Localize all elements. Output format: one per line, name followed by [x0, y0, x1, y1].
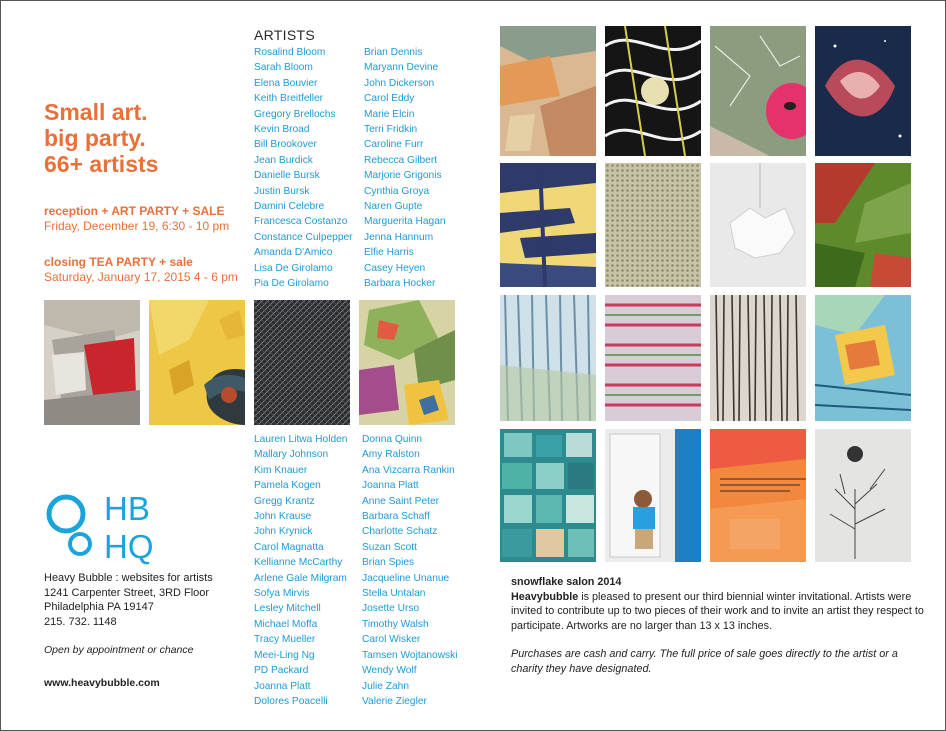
- artist-name: Gregory Brellochs: [254, 108, 336, 120]
- appointment-note: Open by appointment or chance: [44, 644, 194, 656]
- artists-heading: ARTISTS: [254, 27, 315, 43]
- artist-name: Gregg Krantz: [254, 495, 315, 507]
- artist-name: Lauren Litwa Holden: [254, 434, 348, 445]
- event-when: Saturday, January 17, 2015 4 - 6 pm: [44, 270, 238, 284]
- artist-name: Kellianne McCarthy: [254, 557, 343, 569]
- artwork-tile-5: [500, 163, 596, 287]
- artist-name: Caroline Furr: [364, 139, 424, 151]
- artist-name: Rosalind Bloom: [254, 47, 326, 58]
- artist-name: Carol Wisker: [362, 634, 421, 646]
- artist-name: Brian Dennis: [364, 47, 423, 58]
- artist-name: Valerie Ziegler: [362, 695, 427, 707]
- artist-name: Elena Bouvier: [254, 77, 318, 89]
- artwork-tile-12: [815, 295, 911, 421]
- contact-line-1: Heavy Bubble : websites for artists: [44, 572, 213, 584]
- artist-name: Jacqueline Unanue: [362, 572, 450, 584]
- artist-name: Damini Celebre: [254, 201, 325, 213]
- headline: [44, 99, 158, 177]
- artist-name: Casey Heyen: [364, 262, 426, 274]
- artist-name: Meei-Ling Ng: [254, 649, 315, 661]
- artist-name: Suzan Scott: [362, 541, 417, 553]
- artist-name: Maryann Devine: [364, 62, 439, 74]
- artist-name: Amy Ralston: [362, 449, 420, 461]
- artist-name: Kevin Broad: [254, 124, 310, 136]
- artist-name: Anne Saint Peter: [362, 495, 440, 507]
- artist-name: Charlotte Schatz: [362, 526, 438, 538]
- artist-name: Barbara Schaff: [362, 511, 430, 523]
- contact-line-2: 1241 Carpenter Street, 3RD Floor: [44, 586, 210, 599]
- artist-name: Kim Knauer: [254, 464, 308, 476]
- event-title: reception + ART PARTY + SALE: [44, 204, 225, 218]
- artist-name: Jenna Hannum: [364, 231, 434, 243]
- artist-name: John Krause: [254, 511, 312, 523]
- artists-column-1: [254, 45, 362, 292]
- artist-name: Keith Breitfeller: [254, 93, 324, 105]
- artist-name: Ana Vizcarra Rankin: [362, 464, 455, 476]
- event-closing: [44, 255, 238, 285]
- artwork-tile-13: [500, 429, 596, 562]
- artist-name: Carol Eddy: [364, 93, 415, 105]
- salon-title: snowflake salon 2014: [511, 576, 622, 588]
- artist-name: Marguerita Hagan: [364, 216, 446, 228]
- artist-name: Bill Brookover: [254, 139, 317, 151]
- artist-name: Danielle Bursk: [254, 170, 320, 182]
- artist-name: Donna Quinn: [362, 434, 423, 445]
- event-when: Friday, December 19, 6:30 - 10 pm: [44, 219, 230, 233]
- salon-note: Purchases are cash and carry. The full price of sale goes directly to the artist or a charity they have designated.: [511, 648, 898, 675]
- artist-name: Barbara Hocker: [364, 278, 436, 290]
- event-reception: [44, 204, 229, 234]
- artists-column-4: [362, 432, 470, 709]
- logo-text-hq: HQ: [104, 528, 154, 565]
- event-title: closing TEA PARTY + sale: [44, 255, 193, 269]
- artist-name: Arlene Gale Milgram: [254, 572, 347, 584]
- artwork-tile-3: [710, 26, 806, 156]
- artwork-tile-4: [815, 26, 911, 156]
- artist-name: Naren Gupte: [364, 201, 423, 213]
- artist-name: Terri Fridkin: [364, 124, 418, 136]
- logo-bubble-small: [70, 534, 90, 554]
- artist-name: Pia De Girolamo: [254, 278, 329, 290]
- artist-name: Stella Untalan: [362, 588, 426, 600]
- artwork-tile-2: [605, 26, 701, 156]
- salon-body-text: is pleased to present our third biennial winter invitational. Artists were invited to contribute up to two pieces of their work and to invite an artist they respect to participate. Artworks are no larger than 13 x 13 inches.: [511, 590, 924, 632]
- headline-line-3: 66+ artists: [44, 151, 159, 177]
- headline-line-1: Small art.: [44, 99, 148, 125]
- artist-name: Sofya Mirvis: [254, 588, 310, 600]
- artists-column-3: [254, 432, 362, 709]
- artist-name: Brian Spies: [362, 557, 415, 569]
- artist-name: Pamela Kogen: [254, 480, 321, 492]
- logo-text-hb: HB: [104, 490, 150, 527]
- artist-name: Constance Culpepper: [254, 231, 353, 243]
- artwork-tile-6: [605, 163, 701, 287]
- artist-name: Sarah Bloom: [254, 62, 313, 74]
- artist-name: Rebecca Gilbert: [364, 154, 438, 166]
- artist-name: Francesca Costanzo: [254, 216, 348, 228]
- salon-description: [511, 575, 931, 677]
- artist-name: Josette Urso: [362, 603, 420, 615]
- artist-name: Jean Burdick: [254, 154, 313, 166]
- artist-name: Elfie Harris: [364, 247, 414, 259]
- artist-name: Michael Moffa: [254, 618, 318, 630]
- contact-line-4: 215. 732. 1148: [44, 615, 117, 628]
- artist-name: Joanna Platt: [254, 680, 311, 692]
- artist-name: Mallary Johnson: [254, 449, 329, 461]
- hbhq-logo: [44, 484, 194, 568]
- artist-name: Joanna Platt: [362, 480, 419, 492]
- artwork-tile-9: [500, 295, 596, 421]
- logo-bubble-large: [49, 497, 83, 531]
- artist-name: Carol Magnatta: [254, 541, 324, 553]
- artist-name: Marie Elcin: [364, 108, 415, 120]
- artist-name: Cynthia Groya: [364, 185, 430, 197]
- artist-name: Marjorie Grigonis: [364, 170, 442, 182]
- artist-name: John Krynick: [254, 526, 313, 538]
- artist-name: Timothy Walsh: [362, 618, 429, 630]
- artist-name: PD Packard: [254, 665, 309, 677]
- headline-line-2: big party.: [44, 125, 146, 151]
- artwork-red-collage: [44, 300, 140, 425]
- salon-body: [511, 590, 931, 634]
- website-link[interactable]: www.heavybubble.com: [44, 677, 160, 689]
- artwork-tile-15: [710, 429, 806, 562]
- contact-line-3: Philadelphia PA 19147: [44, 601, 154, 614]
- artwork-tile-14: [605, 429, 701, 562]
- contact-block: [44, 571, 213, 629]
- artwork-tile-7: [710, 163, 806, 287]
- artwork-tile-11: [710, 295, 806, 421]
- artwork-tile-10: [605, 295, 701, 421]
- artist-name: Lesley Mitchell: [254, 603, 321, 615]
- salon-brand: Heavybubble: [511, 590, 579, 603]
- artwork-dark-texture: [254, 300, 350, 425]
- artist-name: Amanda D'Amico: [254, 247, 333, 259]
- artists-column-2: [364, 45, 472, 292]
- artist-name: Tamsen Wojtanowski: [362, 649, 458, 661]
- artwork-green-painting: [359, 300, 455, 425]
- artwork-tile-8: [815, 163, 911, 287]
- artwork-tile-1: [500, 26, 596, 156]
- artist-name: John Dickerson: [364, 77, 435, 89]
- artist-name: Dolores Poacelli: [254, 695, 328, 707]
- artist-name: Tracy Mueller: [254, 634, 316, 646]
- artist-name: Lisa De Girolamo: [254, 262, 333, 274]
- artwork-yellow-abstract: [149, 300, 245, 425]
- artist-name: Justin Bursk: [254, 185, 310, 197]
- artwork-tile-16: [815, 429, 911, 562]
- artist-name: Julie Zahn: [362, 680, 410, 692]
- artist-name: Wendy Wolf: [362, 665, 417, 677]
